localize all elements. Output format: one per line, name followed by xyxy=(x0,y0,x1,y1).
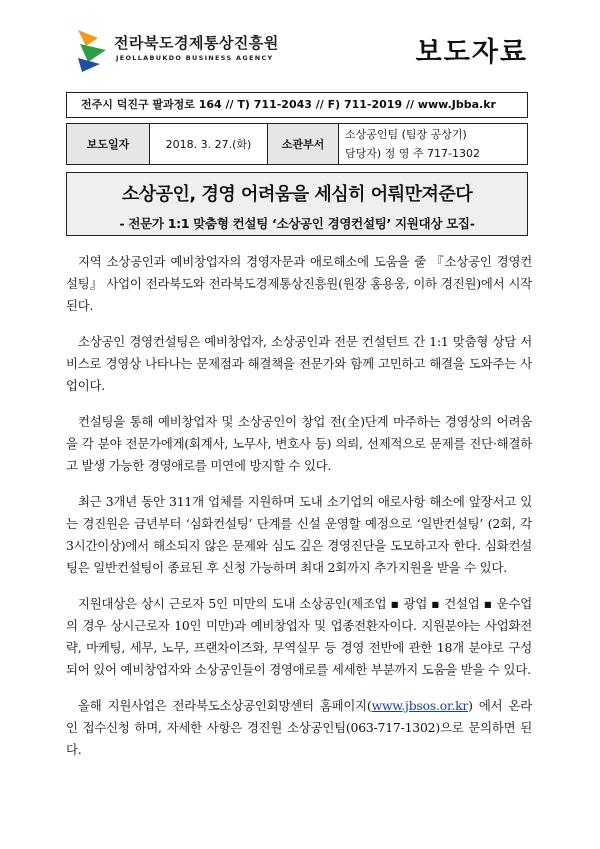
department-contact: 담당자) 정 영 주 717-1302 xyxy=(345,147,480,160)
org-name-english: JEOLLABUKDO BUSINESS AGENCY xyxy=(116,54,274,62)
contact-info-bar: 전주시 덕진구 팔과정로 164 // T) 711-2043 // F) 711-2019 // www.Jbba.kr xyxy=(66,92,528,118)
paragraph-6-start: 올해 지원사업은 전라북도소상공인회망센터 홈페이지( xyxy=(78,698,372,713)
headline-box xyxy=(66,172,528,236)
department-label: 소관부서 xyxy=(268,124,339,165)
jba-logo-icon xyxy=(76,28,112,72)
headline-subtitle: - 전문가 1:1 맞춤형 컨설팅 ‘소상공인 경영컨설팅’ 지원대상 모집- xyxy=(119,216,475,231)
paragraph-3: 컨설팅을 통해 예비창업자 및 소상공인이 창업 전(全)단계 마주하는 경영상의 어려움을 각 분야 전문가에게(회계사, 노무사, 변호사 등) 의뢰, 선제적으로 문제를 진단·해결하고 발생 가능한 경영애로를 미연에 방지할 수 있다. xyxy=(66,414,532,473)
page-header xyxy=(0,0,600,90)
release-meta-table xyxy=(66,123,528,165)
paragraph-6 xyxy=(66,695,532,761)
paragraph-2: 소상공인 경영컨설팅은 예비창업자, 소상공인과 전문 컨설턴트 간 1:1 맞춤형 상담 서비스로 경영상 나타나는 문제점과 해결책을 전문가와 함께 고민하고 해결을 도와주는 사업이다. xyxy=(66,334,532,393)
article-body xyxy=(66,251,532,775)
document-type-title: 보도자료 xyxy=(415,37,528,68)
headline-title: 소상공인, 경영 어려움을 세심히 어뤄만져준다 xyxy=(121,184,473,205)
website-link[interactable]: www.jbsos.or.kr xyxy=(371,698,469,713)
release-date-value: 2018. 3. 27.(화) xyxy=(150,124,268,165)
paragraph-6-end: ) 에서 온라인 접수신청 하며, 자세한 사항은 경진원 소상공인팀(063-717-1302)으로 문의하면 된다. xyxy=(66,698,532,757)
paragraph-1: 지역 소상공인과 예비창업자의 경영자문과 애로해소에 도움을 줄 『소상공인 경영컨설팅』 사업이 전라북도와 전라북도경제통상진흥원(원장 홍용웅, 이하 경진원)에서 시작된다. xyxy=(66,254,532,313)
department-info xyxy=(339,124,528,165)
department-team: 소상공인팀 (팀장 공상기) xyxy=(345,128,467,141)
paragraph-4: 최근 3개년 동안 311개 업체를 지원하며 도내 소기업의 애로사항 해소에 앞장서고 있는 경진원은 금년부터 ‘심화컨설팅’ 단계를 신설 운영할 예정으로 ‘일반컨설팅’ (2회, 각 3시간이상)에서 해소되지 않은 문제와 심도 깊은 경영진단을 도모하고자 한다. 심화컨설팅은 일반컨설팅이 종료된 후 신청 가능하며 최대 2회까지 추가지원을 받을 수 있다. xyxy=(66,494,532,575)
release-date-label: 보도일자 xyxy=(67,124,150,165)
org-name: 전라북도경제통상진흥원 xyxy=(114,34,279,52)
paragraph-5: 지원대상은 상시 근로자 5인 미만의 도내 소상공인(제조업 ▪ 광업 ▪ 건설업 ▪ 운수업의 경우 상시근로자 10인 미만)과 예비창업자 및 업종전환자이다. 지원분야는 사업화전략, 마케팅, 세무, 노무, 프랜차이즈화, 무역실무 등 경영 전반에 관한 18개 분야로 구성되어 있어 예비창업자와 소상공인들이 경영애로를 세세한 부분까지 도움을 받을 수 있다. xyxy=(66,596,532,677)
